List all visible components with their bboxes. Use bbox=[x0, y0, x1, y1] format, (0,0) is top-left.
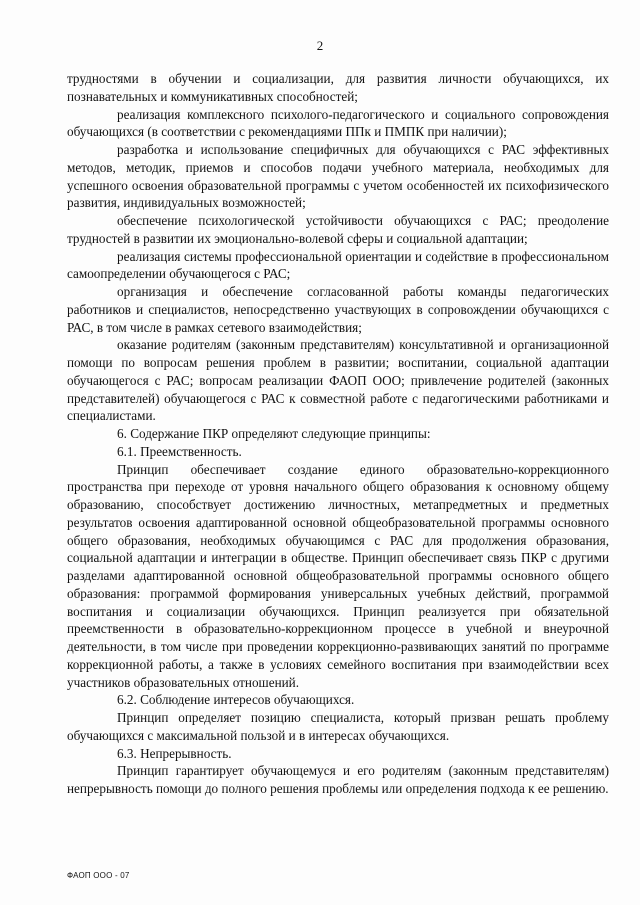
paragraph-continuation: трудностями в обучении и социализации, для развития личности обучающихся, их познавательных и коммуникативных способностей; bbox=[67, 71, 609, 104]
subsection-heading: 6.3. Непрерывность. bbox=[117, 745, 232, 761]
subsection-heading: 6.1. Преемственность. bbox=[117, 443, 242, 459]
paragraph: обеспечение психологической устойчивости обучающихся с РАС; преодоление трудностей в развитии их эмоционально-волевой сферы и социальной адаптации; bbox=[67, 213, 609, 246]
paragraph: оказание родителям (законным представителям) консультативной и организационной помощи по вопросам решения проблем в развитии; воспитании, социальной адаптации обучающегося с РАС; вопросам реализации ФАОП ООО; привлечение родителей (законных представителей) обучающегося с РАС к совместной работе с педагогическими работниками и специалистами. bbox=[67, 337, 609, 424]
section-heading: 6. Содержание ПКР определяют следующие принципы: bbox=[117, 426, 431, 441]
paragraph: реализация комплексного психолого-педагогического и социального сопровождения обучающихся (в соответствии с рекомендациями ППк и ПМПК при наличии); bbox=[67, 106, 609, 140]
page-number: 2 bbox=[316, 38, 324, 53]
paragraph: организация и обеспечение согласованной работы команды педагогических работников и специалистов, непосредственно участвующих в сопровождении обучающихся с РАС, в том числе в рамках сетевого взаимодействия; bbox=[67, 284, 609, 335]
paragraph: Принцип обеспечивает создание единого образовательно-коррекционного пространства при переходе от уровня начального общего образования к основному общему образованию, способствует достижению личностных, метапредметных и предметных результатов освоения адаптированной основной общеобразовательной программы основного общего образования, необходимых обучающимся с РАС для продолжения образования, социальной адаптации и интеграции в обществе. Принцип обеспечивает связь ПКР с другими разделами адаптированной основной общеобразовательной программы основного общего образования: программой формирования универсальных учебных действий, программой воспитания и социализации обучающихся. Принцип реализуется при обязательной преемственности в образовательно-коррекционном процессе в учебной и внеурочной деятельности, в том числе при проведении коррекционно-развивающих занятий по программе коррекционной работы, а также в условиях семейного воспитания при взаимодействии всех участников образовательных отношений. bbox=[67, 461, 609, 690]
paragraph: разработка и использование специфичных для обучающихся с РАС эффективных методов, методик, приемов и способов подачи учебного материала, необходимых для успешного освоения образовательной программы с учетом особенностей их психофизического развития, индивидуальных возможностей; bbox=[67, 142, 609, 211]
document-body bbox=[67, 70, 609, 798]
paragraph: Принцип определяет позицию специалиста, который призван решать проблему обучающихся с максимальной пользой и в интересах обучающихся. bbox=[67, 710, 609, 743]
page-footer: ФАОП ООО - 07 bbox=[67, 871, 130, 880]
paragraph: Принцип гарантирует обучающемуся и его родителям (законным представителям) непрерывность помощи до полного решения проблемы или определения подхода к ее решению. bbox=[67, 763, 609, 796]
subsection-heading: 6.2. Соблюдение интересов обучающихся. bbox=[117, 692, 355, 708]
paragraph: реализация системы профессиональной ориентации и содействие в профессиональном самоопределении обучающегося с РАС; bbox=[67, 248, 609, 282]
